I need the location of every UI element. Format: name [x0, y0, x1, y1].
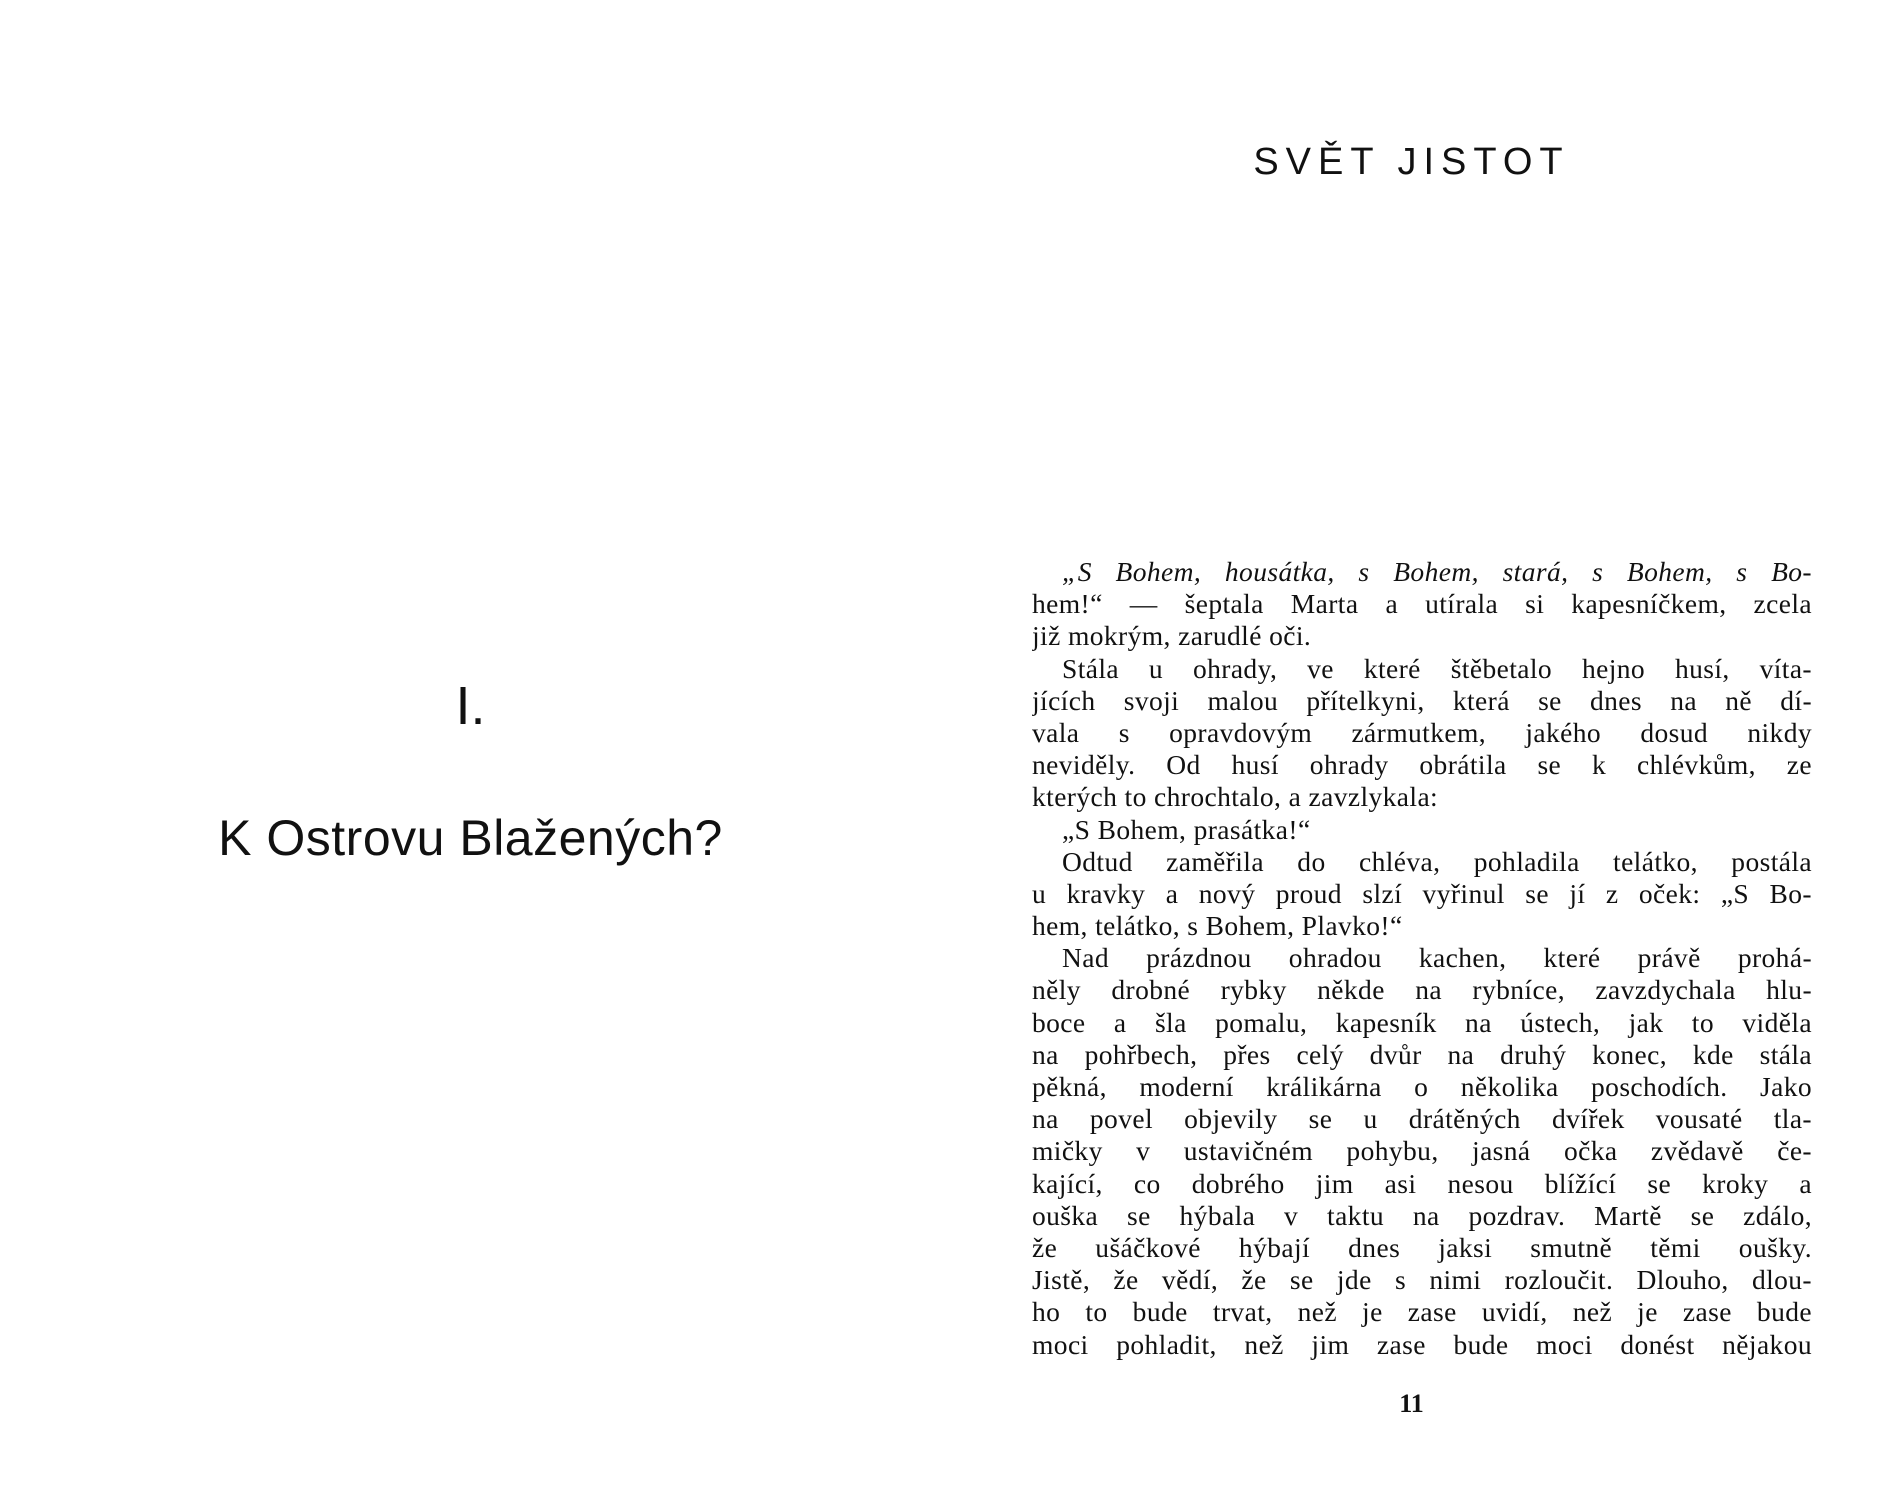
- right-page: [941, 0, 1882, 1500]
- text-line: „S Bohem, housátka, s Bohem, stará, s Bohem, s Bo-: [1062, 556, 1812, 587]
- running-head: SVĚT JISTOT: [1253, 141, 1570, 183]
- text-line: mičky v ustavičném pohybu, jasná očka zvědavě če-: [1032, 1135, 1812, 1167]
- text-line: něly drobné rybky někde na rybníce, zavzdychala hlu-: [1032, 974, 1812, 1006]
- text-line: Stála u ohrady, ve které štěbetalo hejno husí, víta-: [1062, 652, 1812, 684]
- text-line: neviděly. Od husí ohrady obrátila se k chlévkům, ze: [1032, 749, 1812, 781]
- text-line: Jistě, že vědí, že se jde s nimi rozloučit. Dlouho, dlou-: [1032, 1264, 1812, 1296]
- text-line: ho to bude trvat, než je zase uvidí, než je zase bude: [1032, 1296, 1812, 1328]
- text-line: kající, co dobrého jim asi nesou blížící se kroky a: [1032, 1167, 1812, 1199]
- text-line: kterých to chrochtalo, a zavzlykala:: [1032, 781, 1439, 813]
- text-line: na pohřbech, přes celý dvůr na druhý konec, kde stála: [1032, 1038, 1812, 1070]
- chapter-title: K Ostrovu Blažených?: [218, 810, 723, 866]
- text-line: boce a šla pomalu, kapesník na ústech, jak to viděla: [1032, 1006, 1812, 1038]
- text-line: na povel objevily se u drátěných dvířek vousaté tla-: [1032, 1103, 1812, 1135]
- text-line: hem!“ — šeptala Marta a utírala si kapesníčkem, zcela: [1032, 588, 1812, 620]
- text-line: že ušáčkové hýbají dnes jaksi smutně těmi oušky.: [1032, 1231, 1812, 1263]
- text-line: již mokrým, zarudlé oči.: [1032, 620, 1312, 652]
- text-line: ouška se hýbala v taktu na pozdrav. Martě se zdálo,: [1032, 1199, 1812, 1231]
- text-line: moci pohladit, než jim zase bude moci donést nějakou: [1032, 1328, 1812, 1360]
- body-text: [1032, 556, 1812, 1361]
- text-line: pěkná, moderní králikárna o několika poschodích. Jako: [1032, 1071, 1812, 1102]
- text-line: „S Bohem, prasátka!“: [1062, 813, 1311, 845]
- text-line: Odtud zaměřila do chléva, pohladila telátko, postála: [1062, 845, 1812, 877]
- text-line: hem, telátko, s Bohem, Plavko!“: [1032, 910, 1403, 942]
- text-line: jících svoji malou přítelkyni, která se dnes na ně dí-: [1032, 684, 1812, 716]
- text-line: vala s opravdovým zármutkem, jakého dosud nikdy: [1032, 716, 1812, 748]
- text-line: u kravky a nový proud slzí vyřinul se jí z oček: „S Bo-: [1032, 877, 1812, 909]
- page-number: 11: [1399, 1389, 1424, 1418]
- text-line: Nad prázdnou ohradou kachen, které právě prohá-: [1062, 942, 1812, 974]
- chapter-number: I.: [455, 676, 486, 736]
